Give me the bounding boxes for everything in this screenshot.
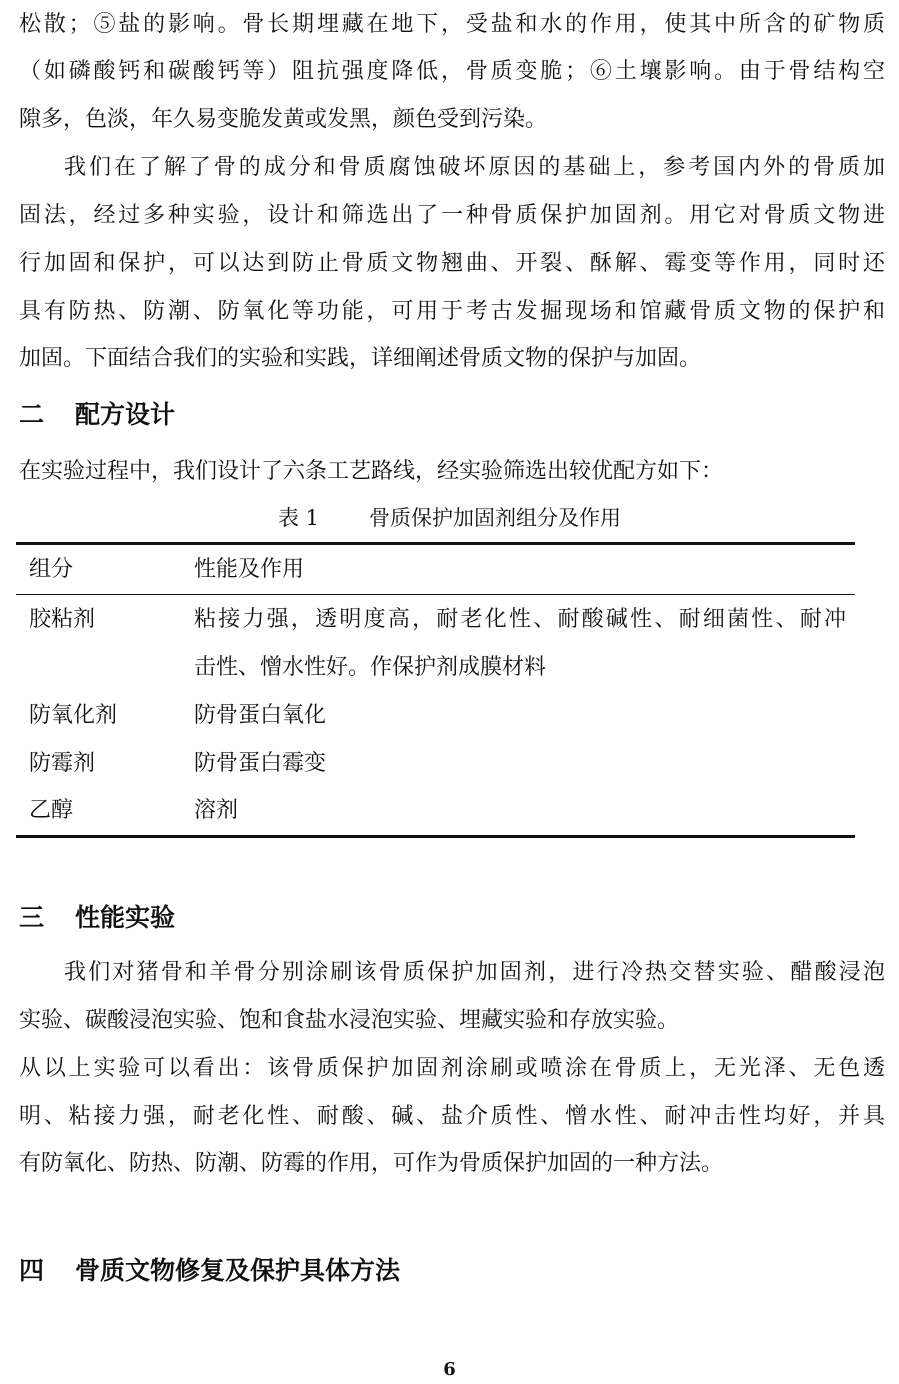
paragraph2-line-4: 具有防热、防潮、防氧化等功能，可用于考古发掘现场和馆藏骨质文物的保护和 (19, 299, 885, 324)
section3-heading (19, 898, 175, 938)
table1-row-4-component: 乙醇 (29, 798, 74, 823)
section3-line-5: 有防氧化、防热、防潮、防霉的作用，可作为骨质保护加固的一种方法。 (19, 1151, 724, 1176)
section3-line-3: 从以上实验可以看出：该骨质保护加固剂涂刷或喷涂在骨质上，无光泽、无色透 (19, 1056, 885, 1081)
table1-row-4-function: 溶剂 (194, 798, 239, 823)
table1-caption (0, 498, 899, 538)
section4-heading (19, 1251, 400, 1291)
section2-intro: 在实验过程中，我们设计了六条工艺路线，经实验筛选出较优配方如下： (19, 459, 724, 484)
section2-title: 配方设计 (75, 400, 176, 429)
section4-number: 四 (19, 1256, 45, 1285)
paragraph2-line-5: 加固。下面结合我们的实验和实践，详细阐述骨质文物的保护与加固。 (19, 346, 702, 371)
section3-line-1: 我们对猪骨和羊骨分别涂刷该骨质保护加固剂，进行冷热交替实验、醋酸浸泡 (64, 960, 885, 985)
section3-line-4: 明、粘接力强，耐老化性、耐酸、碱、盐介质性、憎水性、耐冲击性均好，并具 (19, 1104, 885, 1129)
section3-title: 性能实验 (75, 903, 176, 932)
section4-title: 骨质文物修复及保护具体方法 (75, 1256, 401, 1285)
table1-row-2-component: 防氧化剂 (29, 703, 118, 728)
table1-header-component: 组分 (29, 557, 74, 582)
table1-bottom-rule (16, 835, 855, 838)
intro-line-1: 松散；⑤盐的影响。骨长期埋藏在地下，受盐和水的作用，使其中所含的矿物质 (19, 12, 885, 37)
paragraph2-line-2: 固法，经过多种实验，设计和筛选出了一种骨质保护加固剂。用它对骨质文物进 (19, 203, 885, 228)
page-number: 6 (443, 1359, 456, 1380)
intro-line-3: 隙多，色淡，年久易变脆发黄或发黑，颜色受到污染。 (19, 107, 548, 132)
table1-header-rule (16, 594, 855, 595)
section3-number: 三 (19, 903, 45, 932)
table1-caption-text: 骨质保护加固剂组分及作用 (369, 506, 622, 530)
table1-row-2-function: 防骨蛋白氧化 (194, 703, 327, 728)
table1-top-rule (16, 542, 855, 545)
section2-number: 二 (19, 400, 45, 429)
paragraph2-line-1: 我们在了解了骨的成分和骨质腐蚀破坏原因的基础上，参考国内外的骨质加 (64, 155, 885, 180)
table1-row-1-component: 胶粘剂 (29, 607, 96, 632)
intro-line-2: （如磷酸钙和碳酸钙等）阻抗强度降低，骨质变脆；⑥土壤影响。由于骨结构空 (19, 59, 885, 84)
table1-label: 表 1 (277, 506, 320, 530)
paragraph2-line-3: 行加固和保护，可以达到防止骨质文物翘曲、开裂、酥解、霉变等作用，同时还 (19, 251, 885, 276)
section2-heading (19, 395, 175, 435)
section3-line-2: 实验、碳酸浸泡实验、饱和食盐水浸泡实验、埋藏实验和存放实验。 (19, 1008, 680, 1033)
table1-row-3-component: 防霉剂 (29, 751, 96, 776)
table1-row-1-function-line-2: 击性、憎水性好。作保护剂成膜材料 (194, 655, 547, 680)
table1-row-3-function: 防骨蛋白霉变 (194, 751, 327, 776)
table1-header-function: 性能及作用 (194, 557, 305, 582)
table1-row-1-function-line-1: 粘接力强，透明度高，耐老化性、耐酸碱性、耐细菌性、耐冲 (194, 607, 846, 632)
